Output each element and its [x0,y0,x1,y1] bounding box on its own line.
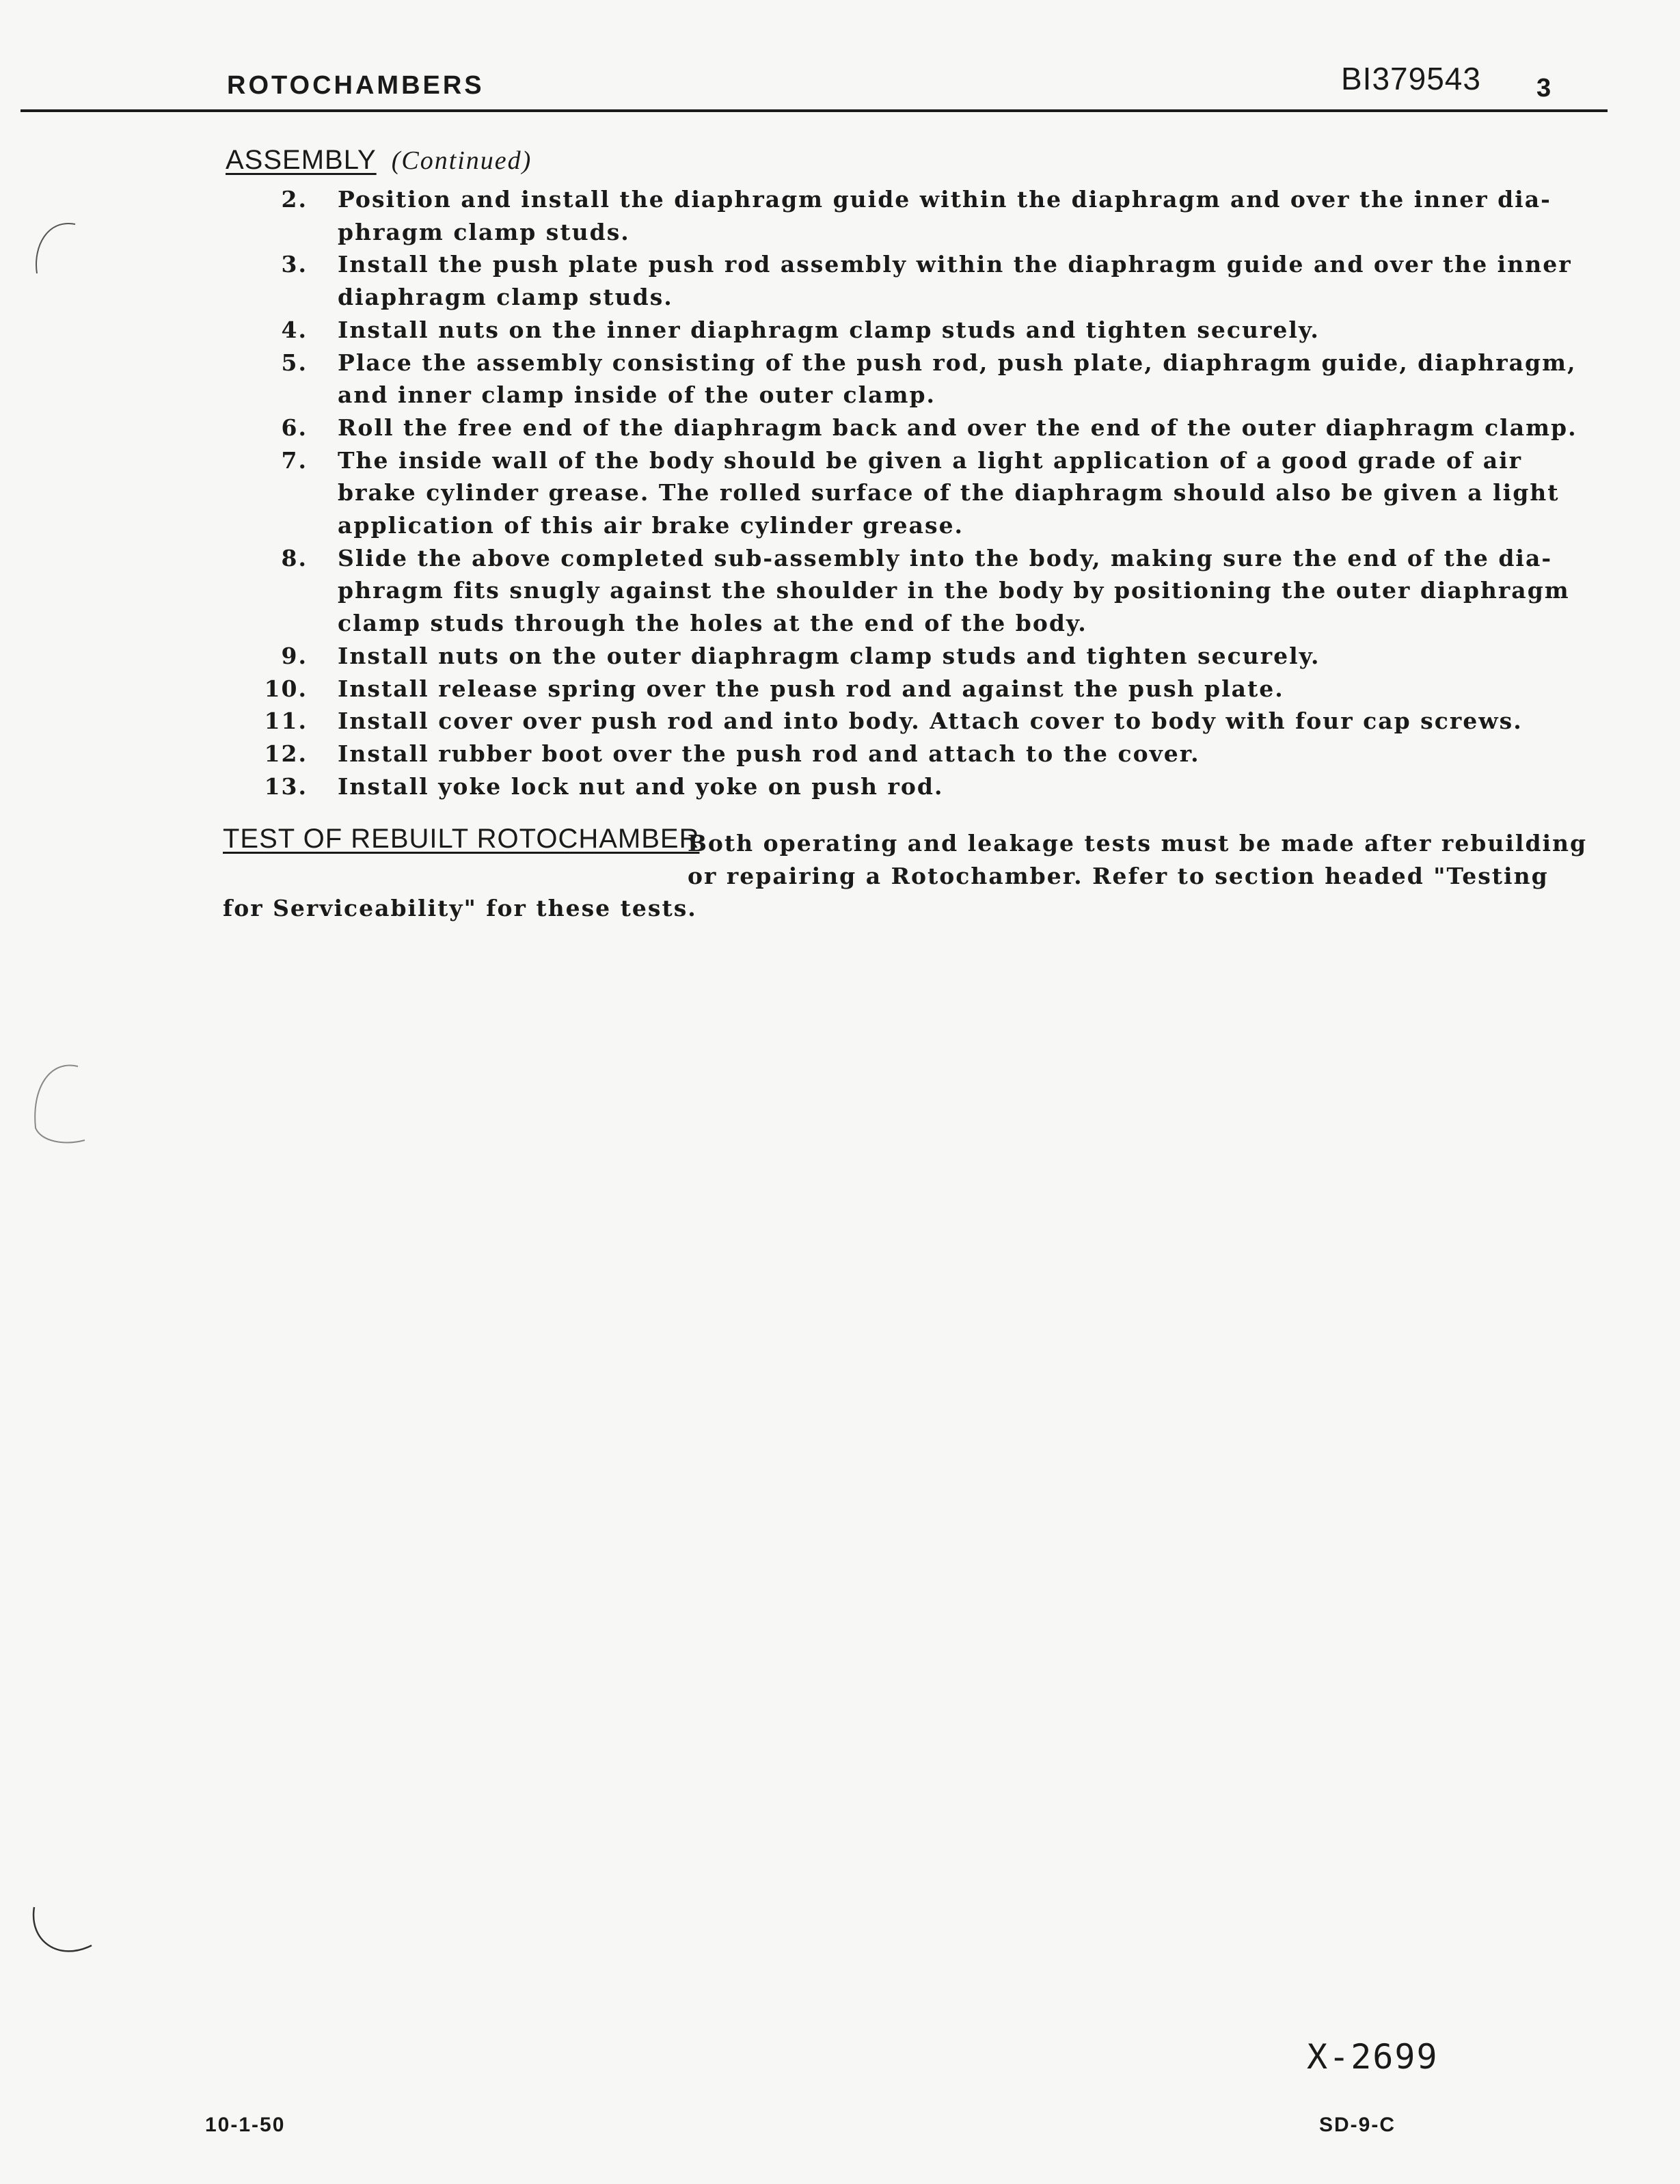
assembly-step [260,248,1572,313]
step-text-line: Place the assembly consisting of the push rod, push plate, diaphragm guide, diaphragm, [338,349,1577,376]
footer-date: 10-1-50 [205,2114,286,2136]
step-text-line: Install cover over push rod and into body. Attach cover to body with four cap screws. [338,707,1523,735]
step-text-line: and inner clamp inside of the outer clamp. [338,381,936,409]
assembly-heading [226,145,532,176]
step-number: 8. [281,544,308,571]
step-number: 6. [281,414,308,441]
document-id: BI379543 [1341,61,1481,96]
test-heading: TEST OF REBUILT ROTOCHAMBER [223,824,700,854]
step-number: 11. [264,707,308,735]
step-text-line: Install nuts on the outer diaphragm clamp studs and tighten securely. [338,642,1320,669]
document-stamp: X-2699 [1307,2037,1439,2077]
step-number: 3. [281,251,308,278]
step-number: 12. [264,740,308,767]
header-title: ROTOCHAMBERS [227,71,485,100]
assembly-step [260,673,1558,705]
test-row-2 [223,860,1590,893]
assembly-step [260,183,1558,248]
test-row-1 [223,824,1590,860]
assembly-step [260,640,1558,673]
step-number: 2. [281,186,308,213]
step-text-line: Install rubber boot over the push rod and attach to the cover. [338,740,1200,767]
test-row-3 [223,892,1590,925]
assembly-step [260,444,1558,542]
step-text-line: Install release spring over the push rod and against the push plate. [338,675,1284,702]
header-rule [21,109,1608,112]
step-number: 7. [281,446,308,474]
step-number: 5. [281,349,308,376]
punch-hole-bottom [25,1893,100,1969]
step-text-line: Slide the above completed sub-assembly into the body, making sure the end of the dia- [338,544,1553,571]
step-text-line: phragm fits snugly against the shoulder in the body by positioning the outer diaphragm [338,577,1570,604]
step-number: 13. [264,772,308,800]
step-text-line: Install yoke lock nut and yoke on push rod. [338,772,944,800]
assembly-step [260,412,1577,444]
step-text-line: brake cylinder grease. The rolled surface of the diaphragm should also be given a light [338,479,1560,507]
assembly-step [260,705,1558,738]
step-text-line: Install the push plate push rod assembly within the diaphragm guide and over the inner [338,251,1572,278]
footer-code: SD-9-C [1319,2114,1396,2136]
step-number: 10. [264,675,308,702]
assembly-continued: (Continued) [391,146,532,175]
step-text-line: Install nuts on the inner diaphragm clamp studs and tighten securely. [338,316,1320,343]
assembly-step [260,738,1558,770]
step-text-line: clamp studs through the holes at the end of the body. [338,610,1087,637]
test-section [223,824,1590,925]
punch-hole-middle [23,1060,98,1148]
assembly-step [260,314,1558,347]
assembly-heading-text: ASSEMBLY [226,145,377,175]
test-text-line-1: Both operating and leakage tests must be made after rebuilding [688,830,1588,857]
step-number: 4. [281,316,308,343]
assembly-step [260,542,1570,640]
step-text-line: The inside wall of the body should be given a light application of a good grade of air [338,446,1523,474]
assembly-step [260,347,1577,412]
assembly-step [260,770,1558,803]
test-text-line-3: for Serviceability" for these tests. [223,895,697,922]
step-text-line: application of this air brake cylinder grease. [338,512,964,539]
step-text-line: phragm clamp studs. [338,218,630,245]
step-text-line: Roll the free end of the diaphragm back and over the end of the outer diaphragm clamp. [338,414,1577,441]
page-number: 3 [1536,74,1552,103]
test-text-line-2: or repairing a Rotochamber. Refer to section headed "Testing [688,862,1549,889]
step-number: 9. [281,642,308,669]
step-text-line: diaphragm clamp studs. [338,284,673,311]
step-text-line: Position and install the diaphragm guide within the diaphragm and over the inner dia- [338,186,1552,213]
assembly-steps-list [260,183,1577,803]
punch-hole-top [27,219,103,294]
